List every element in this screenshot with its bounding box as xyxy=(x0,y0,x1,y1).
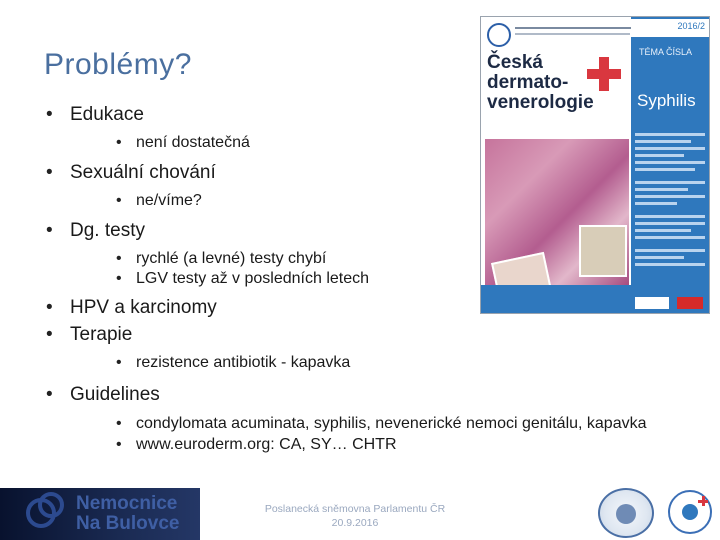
hospital-logo xyxy=(0,488,200,540)
red-cross-icon xyxy=(587,57,621,91)
magazine-cover-image xyxy=(480,16,710,314)
bullet-edukace: • Edukace xyxy=(46,103,686,127)
cover-theme-label: TÉMA ČÍSLA xyxy=(639,47,693,57)
sub-bullet: • rychlé (a levné) testy chybí xyxy=(116,249,686,269)
sub-bullet: • LGV testy až v posledních letech xyxy=(116,269,686,289)
footer xyxy=(0,488,720,540)
hospital-name-line1: Nemocnice xyxy=(76,493,178,514)
sub-bullet: • ne/víme? xyxy=(116,191,686,211)
cover-magazine-title: Česká dermato-venerologie xyxy=(487,52,594,113)
sponsor-logo xyxy=(677,297,703,309)
bullet-dg-testy: • Dg. testy xyxy=(46,219,686,243)
footer-date: 20.9.2016 xyxy=(331,517,379,529)
university-seal-icon xyxy=(598,488,654,538)
bullet-guidelines: • Guidelines xyxy=(46,383,686,407)
hospital-emblem-icon xyxy=(26,494,66,534)
footer-venue: Poslanecká sněmovna Parlamentu ČR 20.9.2016 xyxy=(250,502,460,530)
bullet-sexualni-chovani: • Sexuální chování xyxy=(46,161,686,185)
sub-bullet: • condylomata acuminata, syphilis, nevenerické nemoci genitálu, kapavka xyxy=(116,415,676,433)
stain-photo xyxy=(579,225,627,277)
cover-issue: 2016/2 xyxy=(677,21,705,31)
journal-logo-icon xyxy=(487,23,511,47)
bullet-hpv: • HPV a karcinomy xyxy=(46,296,686,320)
sub-bullet: • není dostatečná xyxy=(116,133,686,153)
bullet-terapie: • Terapie xyxy=(46,323,686,347)
sponsor-logo xyxy=(635,297,669,309)
slide-title: Problémy? xyxy=(44,48,192,81)
society-logo-icon xyxy=(658,488,718,536)
sub-bullet: • rezistence antibiotik - kapavka xyxy=(116,353,686,373)
sub-bullet: • www.euroderm.org: CA, SY… CHTR xyxy=(116,435,686,455)
hospital-name-line2: Na Bulovce xyxy=(76,513,180,534)
cover-theme: Syphilis xyxy=(637,91,696,110)
